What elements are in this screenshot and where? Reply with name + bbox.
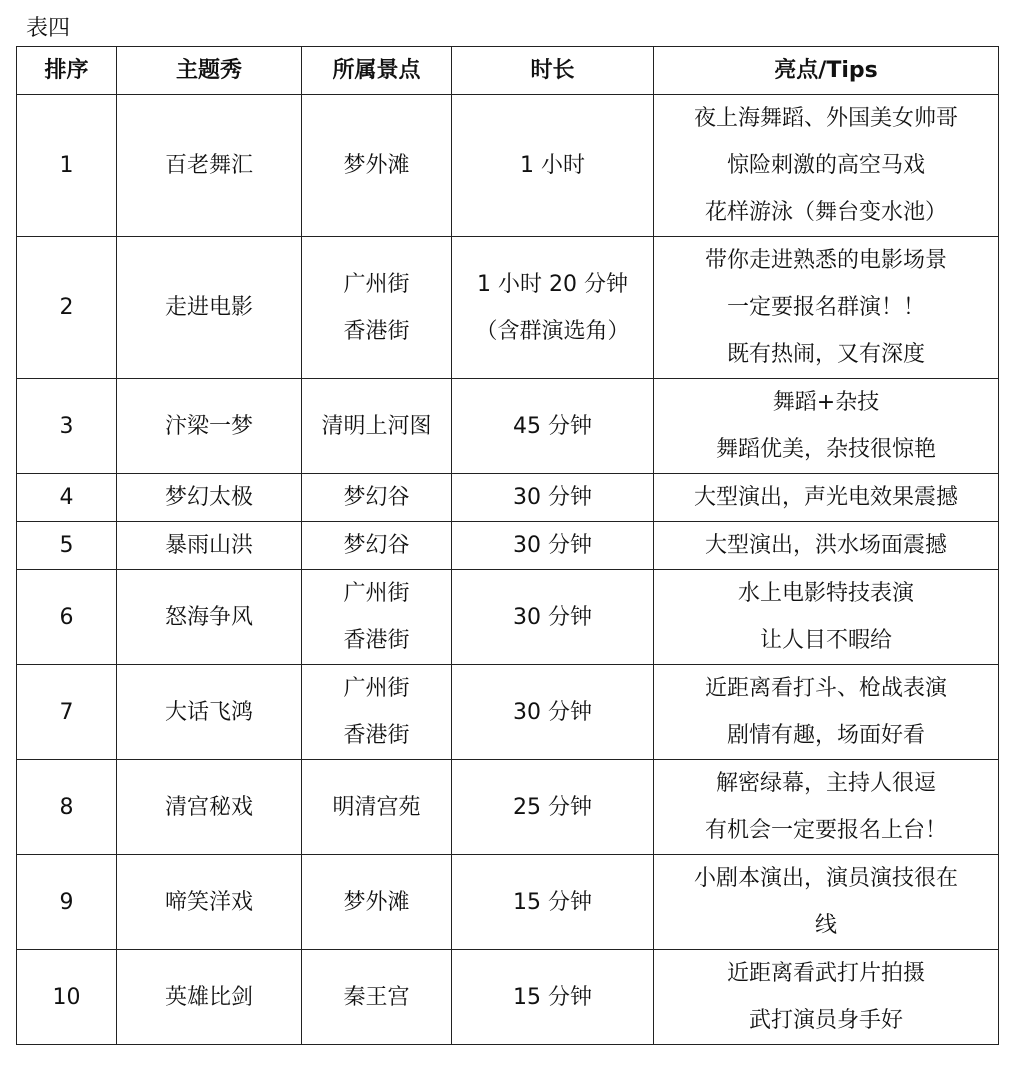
cell-tips-line: 解密绿幕，主持人很逗 [715, 771, 936, 796]
cell-tips-line: 一定要报名群演！！ [726, 295, 925, 320]
header-tips: 亮点/Tips [654, 47, 999, 95]
cell-rank: 6 [17, 570, 117, 665]
cell-tips [654, 474, 999, 522]
cell-tips [654, 855, 999, 950]
cell-spot [302, 950, 452, 1045]
cell-duration-line: 15 分钟 [513, 984, 592, 1010]
cell-spot-line: 广州街 [343, 271, 410, 297]
cell-tips [654, 950, 999, 1045]
table-row [17, 522, 999, 570]
table-row [17, 95, 999, 237]
cell-tips-line: 近距离看打斗、枪战表演 [704, 676, 947, 701]
cell-rank: 4 [17, 474, 117, 522]
cell-duration [452, 665, 654, 760]
table-row [17, 379, 999, 474]
header-show: 主题秀 [117, 47, 302, 95]
cell-spot [302, 474, 452, 522]
cell-duration-line: 25 分钟 [513, 794, 592, 820]
cell-tips-line: 水上电影特技表演 [737, 581, 914, 606]
cell-duration-line: 30 分钟 [513, 533, 592, 558]
cell-tips [654, 237, 999, 379]
cell-duration [452, 474, 654, 522]
cell-duration-line: 15 分钟 [513, 889, 592, 915]
table-caption: 表四 [26, 16, 71, 41]
cell-spot [302, 237, 452, 379]
cell-duration-line: 30 分钟 [513, 699, 592, 725]
cell-tips [654, 665, 999, 760]
cell-spot [302, 570, 452, 665]
cell-tips-line: 花样游泳（舞台变水池） [704, 200, 947, 225]
cell-duration-line: 30 分钟 [513, 485, 592, 510]
cell-show: 啼笑洋戏 [117, 855, 302, 950]
cell-spot [302, 855, 452, 950]
cell-spot-line: 明清宫苑 [332, 794, 421, 820]
cell-tips-line: 舞蹈+杂技 [772, 390, 880, 415]
cell-show: 汴梁一梦 [117, 379, 302, 474]
cell-spot-line: 梦幻谷 [343, 533, 410, 558]
table-row [17, 665, 999, 760]
cell-spot-line: 香港街 [343, 723, 410, 748]
cell-rank: 7 [17, 665, 117, 760]
cell-duration [452, 237, 654, 379]
cell-tips [654, 570, 999, 665]
cell-tips-line: 线 [814, 913, 837, 938]
cell-tips-line: 大型演出，洪水场面震撼 [704, 533, 947, 558]
cell-tips-line: 剧情有趣，场面好看 [726, 723, 925, 748]
cell-show: 怒海争风 [117, 570, 302, 665]
cell-tips-line: 大型演出，声光电效果震撼 [693, 485, 958, 510]
table-row [17, 570, 999, 665]
cell-tips [654, 522, 999, 570]
cell-spot-line: 秦王宫 [343, 984, 410, 1010]
cell-show: 百老舞汇 [117, 95, 302, 237]
cell-show: 英雄比剑 [117, 950, 302, 1045]
cell-spot-line: 香港街 [343, 318, 410, 344]
cell-show: 大话飞鸿 [117, 665, 302, 760]
cell-duration-line: 1 小时 20 分钟 [477, 271, 628, 297]
cell-show: 走进电影 [117, 237, 302, 379]
table-body [17, 95, 999, 1045]
cell-tips-line: 舞蹈优美，杂技很惊艳 [715, 437, 936, 462]
cell-tips-line: 武打演员身手好 [748, 1008, 903, 1033]
cell-rank: 3 [17, 379, 117, 474]
cell-rank: 10 [17, 950, 117, 1045]
header-row [17, 47, 999, 95]
cell-show: 梦幻太极 [117, 474, 302, 522]
cell-tips-line: 夜上海舞蹈、外国美女帅哥 [693, 106, 958, 131]
cell-spot-line: 梦外滩 [343, 153, 410, 178]
cell-spot-line: 广州街 [343, 676, 410, 701]
cell-duration [452, 570, 654, 665]
cell-rank: 2 [17, 237, 117, 379]
cell-show: 暴雨山洪 [117, 522, 302, 570]
cell-tips-line: 有机会一定要报名上台！ [704, 818, 947, 843]
cell-spot [302, 95, 452, 237]
cell-spot [302, 665, 452, 760]
cell-duration-line: 45 分钟 [513, 413, 592, 439]
shows-table [16, 46, 999, 1045]
table-row [17, 237, 999, 379]
header-rank: 排序 [17, 47, 117, 95]
cell-tips [654, 379, 999, 474]
cell-duration-line: （含群演选角） [475, 318, 630, 344]
cell-tips-line: 既有热闹，又有深度 [726, 342, 925, 367]
table-row [17, 950, 999, 1045]
cell-tips [654, 760, 999, 855]
cell-rank: 5 [17, 522, 117, 570]
cell-rank: 8 [17, 760, 117, 855]
cell-duration-line: 30 分钟 [513, 604, 592, 630]
cell-spot [302, 522, 452, 570]
table-row [17, 474, 999, 522]
cell-tips [654, 95, 999, 237]
cell-spot-line: 香港街 [343, 628, 410, 653]
cell-duration [452, 95, 654, 237]
cell-duration-line: 1 小时 [520, 153, 585, 178]
cell-spot-line: 广州街 [343, 581, 410, 606]
cell-rank: 9 [17, 855, 117, 950]
cell-spot-line: 梦幻谷 [343, 485, 410, 510]
cell-duration [452, 379, 654, 474]
cell-spot [302, 379, 452, 474]
cell-duration [452, 760, 654, 855]
table-row [17, 760, 999, 855]
cell-spot [302, 760, 452, 855]
cell-tips-line: 近距离看武打片拍摄 [726, 961, 925, 986]
table-row [17, 855, 999, 950]
cell-tips-line: 小剧本演出，演员演技很在 [693, 866, 958, 891]
header-duration: 时长 [452, 47, 654, 95]
cell-spot-line: 梦外滩 [343, 889, 410, 915]
cell-tips-line: 带你走进熟悉的电影场景 [704, 248, 947, 273]
cell-spot-line: 清明上河图 [321, 413, 432, 439]
cell-duration [452, 950, 654, 1045]
cell-show: 清宫秘戏 [117, 760, 302, 855]
cell-tips-line: 惊险刺激的高空马戏 [726, 153, 925, 178]
cell-duration [452, 855, 654, 950]
cell-duration [452, 522, 654, 570]
cell-rank: 1 [17, 95, 117, 237]
header-spot: 所属景点 [302, 47, 452, 95]
cell-tips-line: 让人目不暇给 [759, 628, 892, 653]
